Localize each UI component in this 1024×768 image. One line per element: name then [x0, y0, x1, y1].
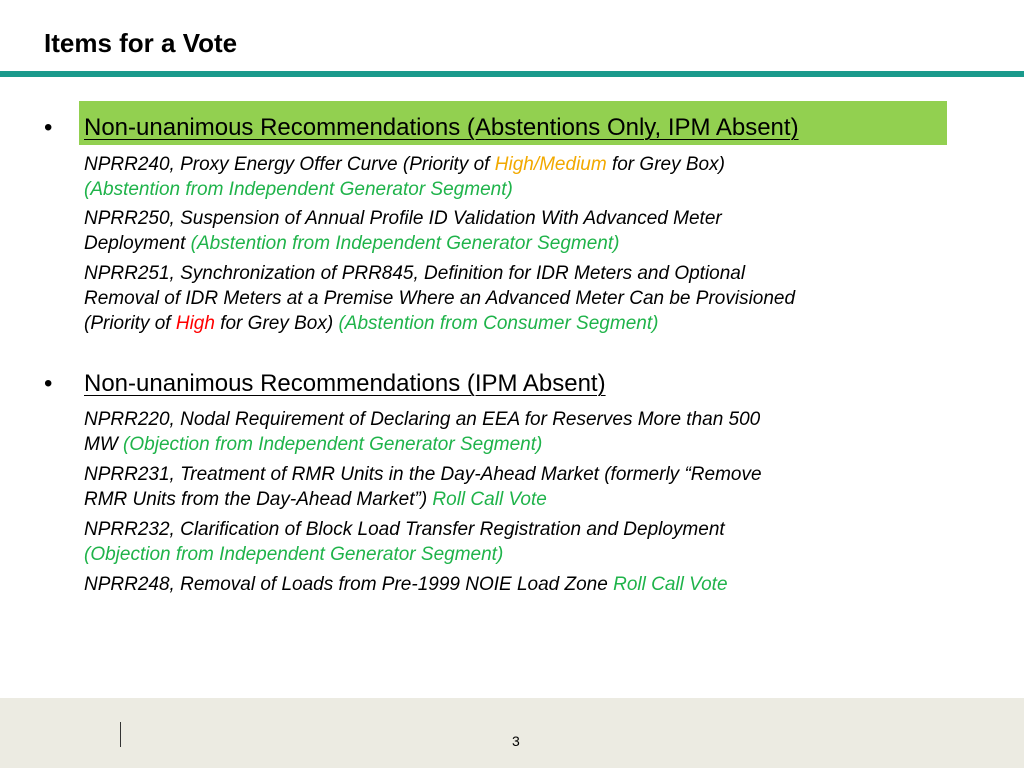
item-note: Roll Call Vote — [432, 489, 547, 510]
item-note: (Objection from Independent Generator Segment) — [84, 544, 504, 565]
item-note: (Abstention from Independent Generator Segment) — [190, 233, 620, 254]
item-note: (Abstention from Consumer Segment) — [338, 313, 659, 334]
priority-high-medium: High/Medium — [494, 154, 607, 175]
title-divider — [0, 71, 1024, 77]
item-note: (Objection from Independent Generator Segment) — [123, 434, 543, 455]
list-item-nprr231: NPRR231, Treatment of RMR Units in the Day-Ahead Market (formerly “Remove RMR Units from the Day-Ahead Market”) Roll Call Vote — [84, 464, 762, 510]
item-note: (Abstention from Independent Generator Segment) — [84, 179, 513, 200]
section-heading-abstentions — [44, 114, 799, 142]
section-heading-text: Non-unanimous Recommendations (IPM Absent) — [84, 370, 606, 397]
list-item-nprr250: NPRR250, Suspension of Annual Profile ID Validation With Advanced Meter Deployment (Abstention from Independent Generator Segment) — [84, 208, 722, 254]
priority-high: High — [175, 313, 215, 334]
page-number: 3 — [512, 733, 520, 749]
list-item-nprr248: NPRR248, Removal of Loads from Pre-1999 NOIE Load Zone Roll Call Vote — [84, 574, 728, 595]
bullet-marker: • — [44, 114, 53, 141]
bullet-marker: • — [44, 370, 53, 397]
item-note: Roll Call Vote — [613, 574, 728, 595]
list-item-nprr240: NPRR240, Proxy Energy Offer Curve (Priority of High/Medium for Grey Box) (Abstention from Independent Generator Segment) — [84, 154, 725, 200]
list-item-nprr220: NPRR220, Nodal Requirement of Declaring an EEA for Reserves More than 500 MW (Objection from Independent Generator Segment) — [84, 409, 761, 455]
section-heading-ipm-absent — [44, 370, 606, 398]
section-heading-text: Non-unanimous Recommendations (Abstentions Only, IPM Absent) — [84, 114, 799, 141]
list-item-nprr232: NPRR232, Clarification of Block Load Transfer Registration and Deployment (Objection from Independent Generator Segment) — [84, 519, 725, 565]
slide-title: Items for a Vote — [44, 28, 238, 58]
list-item-nprr251: NPRR251, Synchronization of PRR845, Definition for IDR Meters and Optional Removal of IDR Meters at a Premise Where an Advanced Meter Can be Provisioned (Priority of High for Grey Box) (Abstention from Consumer Segment) — [84, 263, 796, 334]
footer-divider — [120, 722, 121, 747]
